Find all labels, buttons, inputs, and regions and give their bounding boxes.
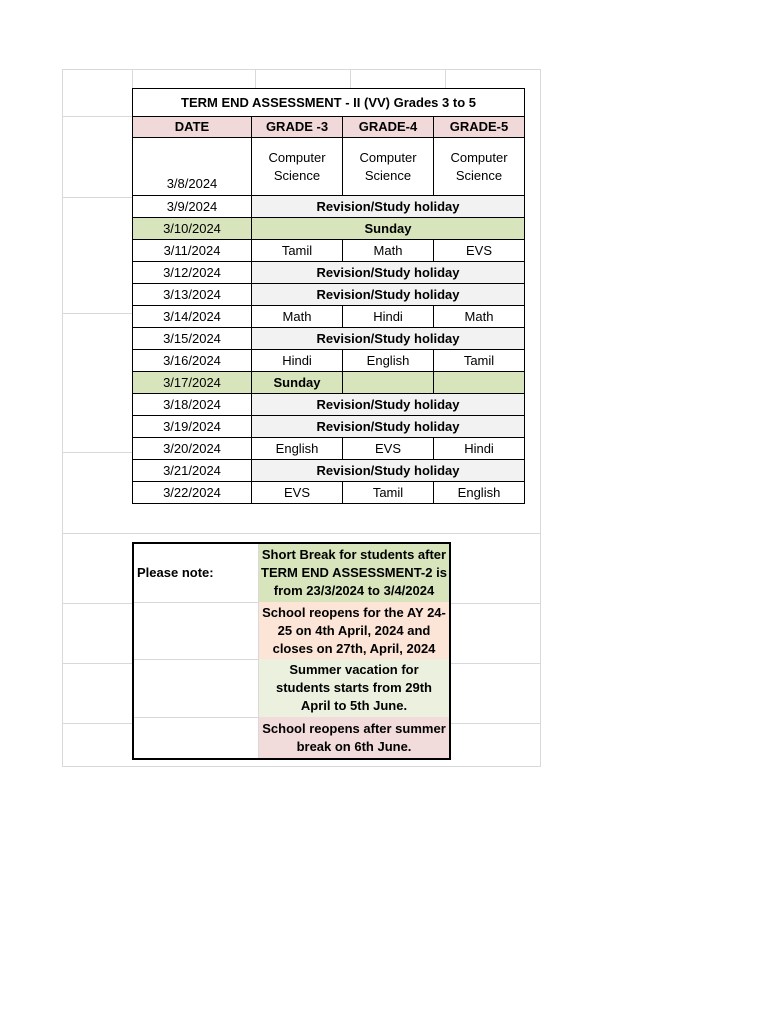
grade-5-cell: EVS: [434, 240, 525, 262]
header-date: DATE: [133, 117, 252, 138]
revision-holiday-cell: Revision/Study holiday: [252, 394, 525, 416]
date-cell: 3/22/2024: [133, 482, 252, 504]
table-title: TERM END ASSESSMENT - II (VV) Grades 3 to 5: [133, 89, 525, 117]
empty-cell: [133, 717, 259, 759]
note-short-break: Short Break for students after TERM END ASSESSMENT-2 is from 23/3/2024 to 3/4/2024: [259, 543, 451, 602]
table-row: [133, 394, 525, 416]
date-cell: 3/16/2024: [133, 350, 252, 372]
revision-holiday-cell: Revision/Study holiday: [252, 416, 525, 438]
revision-holiday-cell: Revision/Study holiday: [252, 284, 525, 306]
date-cell: 3/15/2024: [133, 328, 252, 350]
revision-holiday-cell: Revision/Study holiday: [252, 262, 525, 284]
grade-5-cell: Computer Science: [434, 138, 525, 196]
revision-holiday-cell: Revision/Study holiday: [252, 328, 525, 350]
table-row: [133, 372, 525, 394]
date-cell: 3/10/2024: [133, 218, 252, 240]
note-school-reopens: School reopens for the AY 24-25 on 4th April, 2024 and closes on 27th, April, 2024: [259, 602, 451, 659]
date-cell: 3/18/2024: [133, 394, 252, 416]
date-cell: 3/9/2024: [133, 196, 252, 218]
date-cell: 3/14/2024: [133, 306, 252, 328]
revision-holiday-cell: Revision/Study holiday: [252, 196, 525, 218]
assessment-table: [132, 88, 525, 504]
date-cell: 3/20/2024: [133, 438, 252, 460]
header-grade-3: GRADE -3: [252, 117, 343, 138]
empty-cell: [133, 659, 259, 717]
grade-3-cell: Hindi: [252, 350, 343, 372]
date-cell: 3/19/2024: [133, 416, 252, 438]
table-row: [133, 262, 525, 284]
grade-3-cell: Tamil: [252, 240, 343, 262]
grade-4-cell: Tamil: [343, 482, 434, 504]
table-row: [133, 460, 525, 482]
table-row: [133, 350, 525, 372]
table-row: [133, 306, 525, 328]
date-cell: 3/21/2024: [133, 460, 252, 482]
table-row: [133, 438, 525, 460]
grade-5-cell: Hindi: [434, 438, 525, 460]
grade-3-cell: Math: [252, 306, 343, 328]
table-row: [133, 218, 525, 240]
grade-5-cell: Tamil: [434, 350, 525, 372]
table-row: [133, 138, 525, 196]
table-row: [133, 196, 525, 218]
grade-5-cell: Math: [434, 306, 525, 328]
table-row: [133, 284, 525, 306]
grade-3-cell: Computer Science: [252, 138, 343, 196]
table-row: [133, 240, 525, 262]
revision-holiday-cell: Revision/Study holiday: [252, 460, 525, 482]
empty-cell: [133, 602, 259, 659]
table-row: [133, 482, 525, 504]
grade-3-cell: EVS: [252, 482, 343, 504]
header-grade-5: GRADE-5: [434, 117, 525, 138]
empty-cell: [434, 372, 525, 394]
sunday-cell: Sunday: [252, 372, 343, 394]
date-cell: 3/17/2024: [133, 372, 252, 394]
table-row: [133, 416, 525, 438]
date-cell: 3/13/2024: [133, 284, 252, 306]
grade-5-cell: English: [434, 482, 525, 504]
grade-3-cell: English: [252, 438, 343, 460]
grade-4-cell: Math: [343, 240, 434, 262]
header-grade-4: GRADE-4: [343, 117, 434, 138]
grade-4-cell: English: [343, 350, 434, 372]
note-summer-vacation: Summer vacation for students starts from 29th April to 5th June.: [259, 659, 451, 717]
date-cell: 3/12/2024: [133, 262, 252, 284]
grade-4-cell: EVS: [343, 438, 434, 460]
notes-block: [132, 542, 451, 760]
table-row: [133, 328, 525, 350]
date-cell: 3/8/2024: [133, 138, 252, 196]
please-note-label: Please note:: [133, 543, 259, 602]
grade-4-cell: Hindi: [343, 306, 434, 328]
date-cell: 3/11/2024: [133, 240, 252, 262]
grade-4-cell: Computer Science: [343, 138, 434, 196]
sunday-cell: Sunday: [252, 218, 525, 240]
note-reopens-after-summer: School reopens after summer break on 6th June.: [259, 717, 451, 759]
empty-cell: [343, 372, 434, 394]
